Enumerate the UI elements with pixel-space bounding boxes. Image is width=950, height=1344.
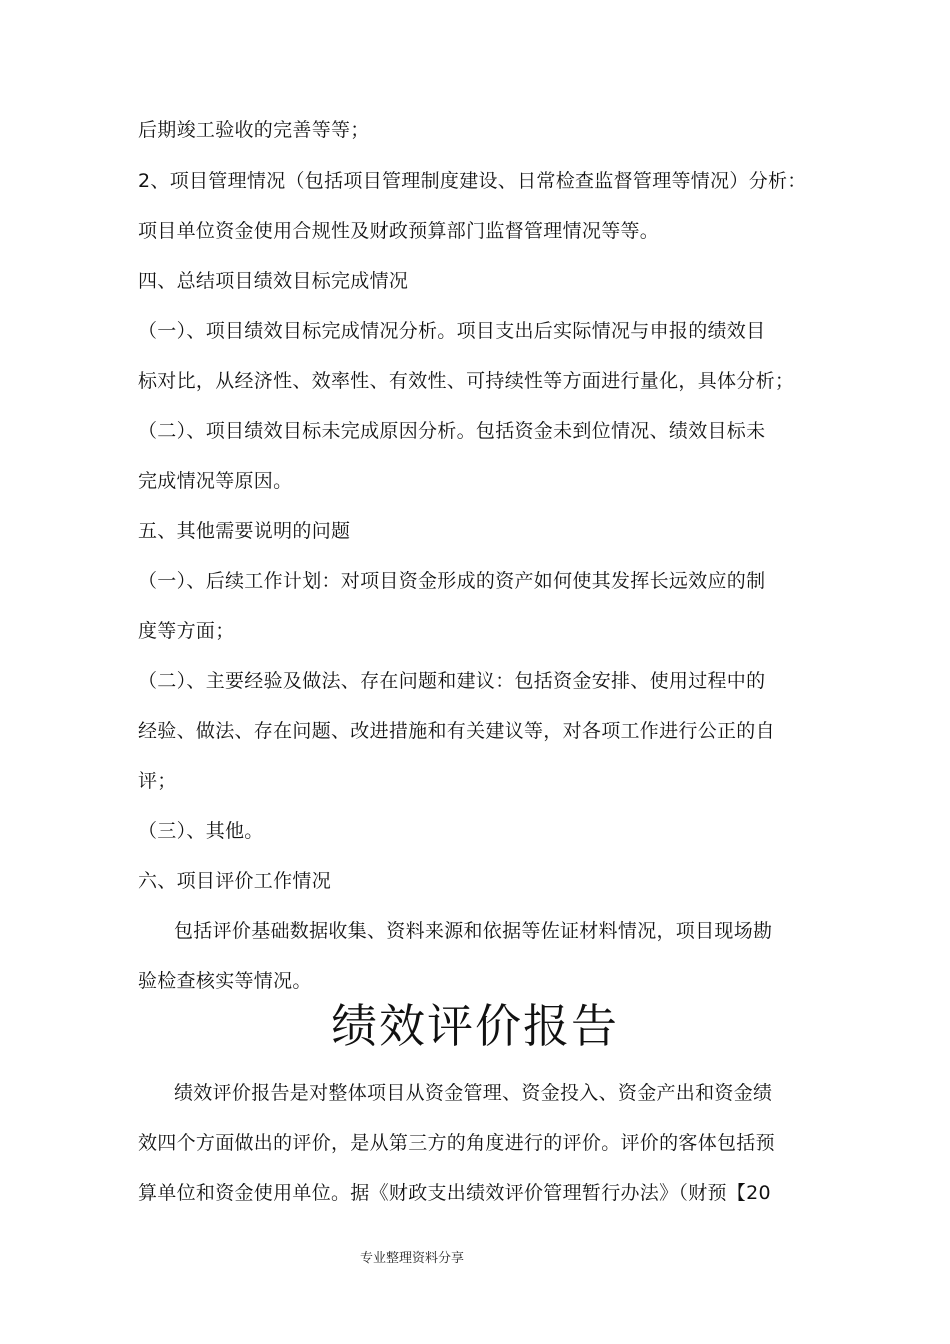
section-heading: 四、总结项目绩效目标完成情况 <box>138 270 409 292</box>
body-line: 度等方面； <box>138 620 235 642</box>
body-line: （三）、其他。 <box>138 820 264 842</box>
body-line: 经验、做法、存在问题、改进措施和有关建议等，对各项工作进行公正的自 <box>138 720 775 742</box>
report-line: 效四个方面做出的评价，是从第三方的角度进行的评价。评价的客体包括预 <box>138 1132 775 1154</box>
body-line: 标对比，从经济性、效率性、有效性、可持续性等方面进行量化，具体分析； <box>138 370 795 392</box>
body-line: 2、项目管理情况（包括项目管理制度建设、日常检查监督管理等情况）分析： <box>138 170 807 192</box>
body-line: 项目单位资金使用合规性及财政预算部门监督管理情况等等。 <box>138 220 660 242</box>
body-line: （一）、后续工作计划：对项目资金形成的资产如何使其发挥长远效应的制 <box>138 570 766 592</box>
page-footer: 专业整理资料分享 <box>359 1251 464 1266</box>
body-line: 包括评价基础数据收集、资料来源和依据等佐证材料情况，项目现场勘 <box>174 920 773 942</box>
section-heading: 六、项目评价工作情况 <box>138 870 332 892</box>
body-line: 完成情况等原因。 <box>138 470 293 492</box>
section-heading: 五、其他需要说明的问题 <box>138 520 351 542</box>
report-line: 算单位和资金使用单位。据《财政支出绩效评价管理暂行办法》（财预【20 <box>138 1182 771 1204</box>
report-title: 绩效评价报告 <box>331 999 619 1053</box>
report-line: 绩效评价报告是对整体项目从资金管理、资金投入、资金产出和资金绩 <box>174 1082 773 1104</box>
body-line: 后期竣工验收的完善等等； <box>138 119 370 141</box>
body-line: （一）、项目绩效目标完成情况分析。项目支出后实际情况与申报的绩效目 <box>138 320 766 342</box>
body-line: 评； <box>138 770 177 792</box>
body-line: 验检查核实等情况。 <box>138 970 312 992</box>
body-line: （二）、主要经验及做法、存在问题和建议：包括资金安排、使用过程中的 <box>138 670 766 692</box>
body-line: （二）、项目绩效目标未完成原因分析。包括资金未到位情况、绩效目标未 <box>138 420 766 442</box>
